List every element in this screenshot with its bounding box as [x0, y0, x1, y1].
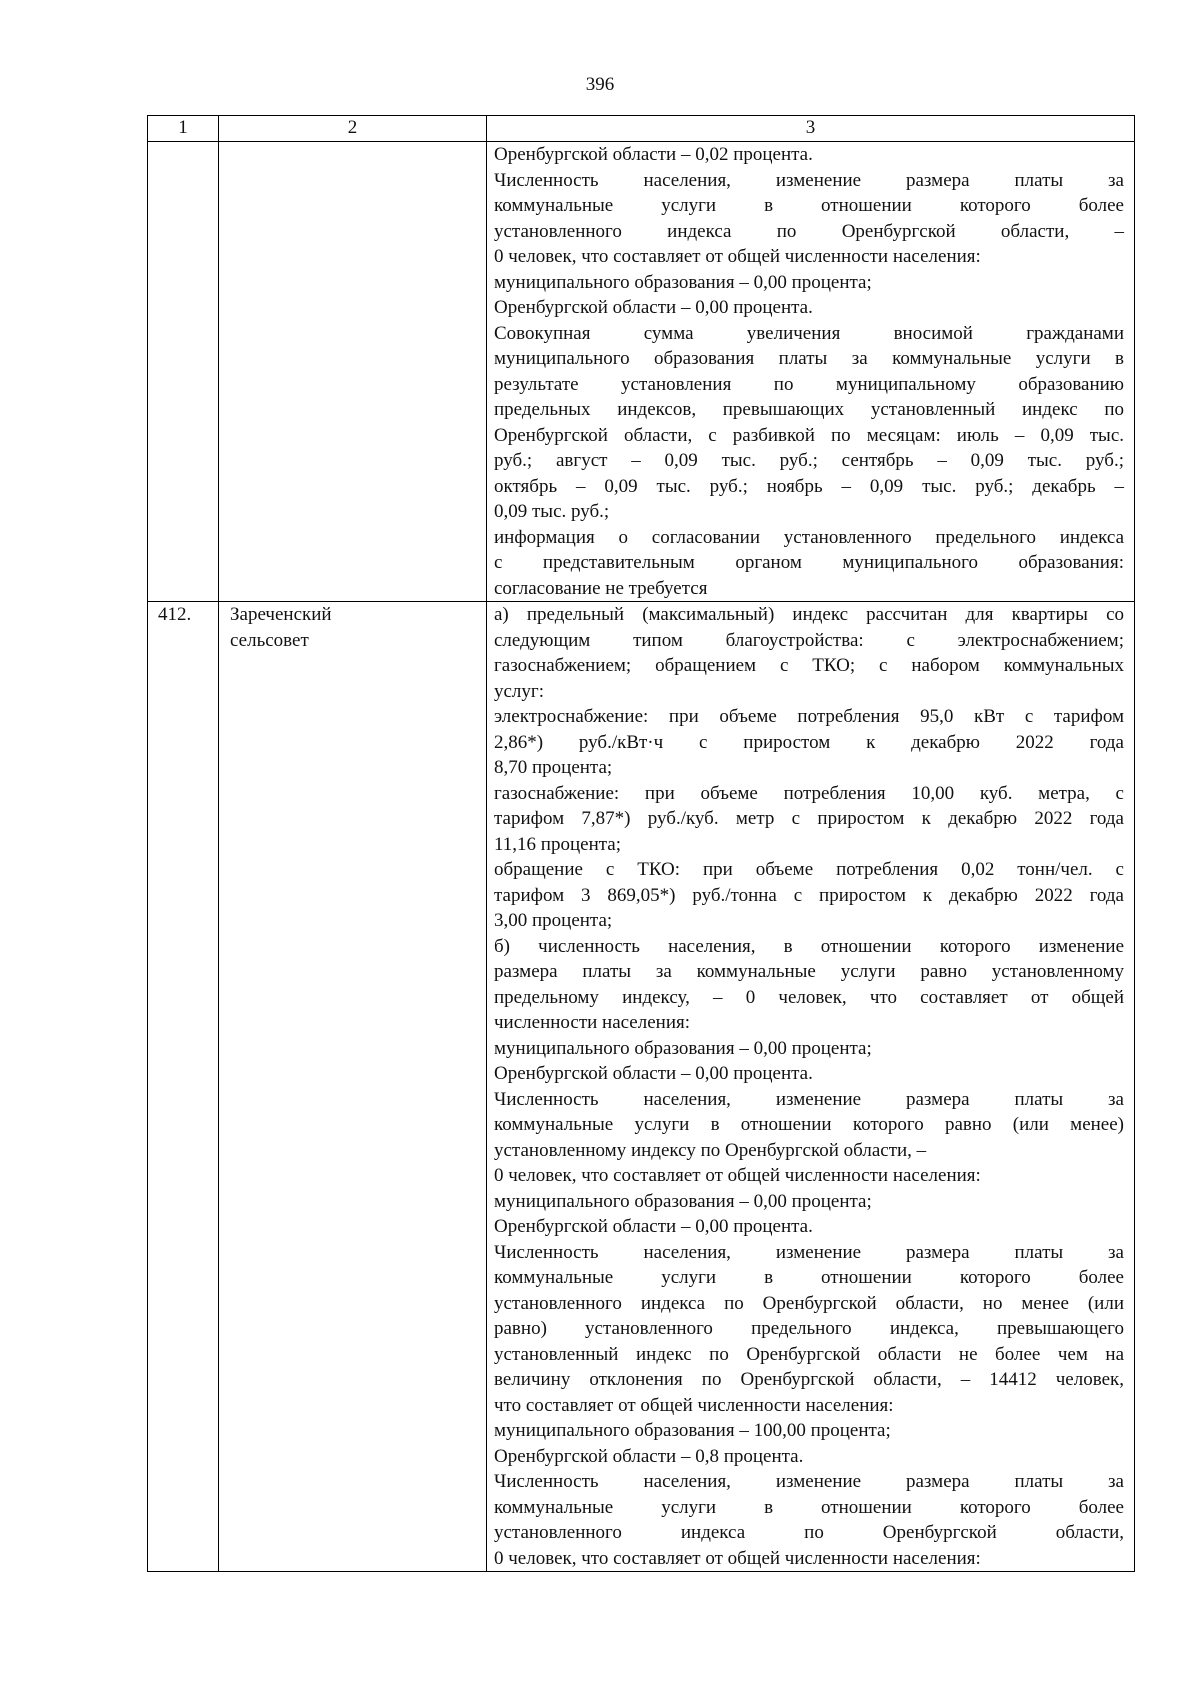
text-line: Численность населения, изменение размера платы за	[494, 1241, 1124, 1263]
municipality-name-line: сельсовет	[230, 629, 309, 651]
text-line: руб.; август – 0,09 тыс. руб.; сентябрь – 0,09 тыс. руб.;	[494, 450, 1124, 471]
text-line: Оренбургской области – 0,02 процента.	[494, 144, 813, 165]
text-line: обращение с ТКО: при объеме потребления 0,02 тонн/чел. с	[494, 859, 1124, 880]
text-line: Оренбургской области, с разбивкой по месяцам: июль – 0,09 тыс.	[494, 424, 1124, 446]
text-line: Оренбургской области – 0,00 процента.	[494, 1216, 813, 1237]
text-line: Оренбургской области – 0,00 процента.	[494, 1063, 813, 1084]
text-line: услуг:	[494, 680, 544, 702]
row-municipality-name	[219, 602, 487, 1572]
text-line: 0,09 тыс. руб.;	[494, 501, 610, 522]
text-line: 0 человек, что составляет от общей численности населения:	[494, 1165, 981, 1186]
municipality-name-line: Зареченский	[230, 604, 332, 625]
text-line: 0 человек, что составляет от общей численности населения:	[494, 1547, 981, 1569]
text-line: предельному индексу, – 0 человек, что составляет от общей	[494, 986, 1124, 1008]
text-line: что составляет от общей численности населения:	[494, 1394, 894, 1416]
row-number: 412.	[148, 602, 219, 1572]
text-line: тарифом 7,87*) руб./куб. метр с приростом к декабрю 2022 года	[494, 808, 1124, 829]
text-line: газоснабжением; обращением с ТКО; с набором коммунальных	[494, 655, 1124, 676]
text-line: информация о согласовании установленного предельного индекса	[494, 526, 1124, 548]
table-row	[148, 602, 1135, 1572]
text-line: Численность населения, изменение размера платы за	[494, 1471, 1124, 1492]
text-line: б) численность населения, в отношении которого изменение	[494, 935, 1124, 957]
text-line: установленный индекс по Оренбургской области не более чем на	[494, 1343, 1124, 1365]
text-line: величину отклонения по Оренбургской области, – 14412 человек,	[494, 1369, 1124, 1390]
text-line: установленному индексу по Оренбургской области, –	[494, 1139, 927, 1161]
text-line: муниципального образования – 0,00 процента;	[494, 1190, 872, 1212]
row-description	[487, 602, 1135, 1572]
text-line: Совокупная сумма увеличения вносимой гражданами	[494, 322, 1124, 344]
text-line: муниципального образования – 0,00 процента;	[494, 1037, 872, 1059]
text-line: 8,70 процента;	[494, 757, 613, 778]
text-line: установленного индекса по Оренбургской области, но менее (или	[494, 1292, 1124, 1314]
document-table	[147, 115, 1135, 1572]
row-municipality-name	[219, 142, 487, 602]
text-line: предельных индексов, превышающих установленный индекс по	[494, 399, 1124, 420]
text-line: численности населения:	[494, 1012, 691, 1033]
text-line: 0 человек, что составляет от общей численности населения:	[494, 246, 981, 267]
text-line: с представительным органом муниципального образования:	[494, 552, 1124, 573]
text-line: тарифом 3 869,05*) руб./тонна с приростом к декабрю 2022 года	[494, 884, 1124, 906]
text-line: согласование не требуется	[494, 577, 708, 599]
text-line: равно) установленного предельного индекса, превышающего	[494, 1318, 1124, 1339]
table-header-row	[148, 116, 1135, 142]
row-description	[487, 142, 1135, 602]
table-row	[148, 142, 1135, 602]
text-line: октябрь – 0,09 тыс. руб.; ноябрь – 0,09 тыс. руб.; декабрь –	[494, 475, 1124, 497]
header-cell-1: 1	[148, 116, 219, 142]
text-line: коммунальные услуги в отношении которого более	[494, 195, 1124, 216]
text-line: Оренбургской области – 0,00 процента.	[494, 297, 813, 318]
text-line: результате установления по муниципальному образованию	[494, 373, 1124, 395]
text-line: электроснабжение: при объеме потребления 95,0 кВт с тарифом	[494, 706, 1124, 727]
text-line: коммунальные услуги в отношении которого более	[494, 1267, 1124, 1288]
text-line: муниципального образования – 100,00 процента;	[494, 1420, 891, 1441]
row-number	[148, 142, 219, 602]
text-line: коммунальные услуги в отношении которого более	[494, 1496, 1124, 1518]
text-line: газоснабжение: при объеме потребления 10,00 куб. метра, с	[494, 782, 1124, 804]
text-line: 11,16 процента;	[494, 833, 621, 855]
text-line: а) предельный (максимальный) индекс рассчитан для квартиры со	[494, 604, 1124, 625]
text-line: коммунальные услуги в отношении которого равно (или менее)	[494, 1114, 1124, 1135]
page-number: 396	[585, 74, 615, 95]
text-line: Численность населения, изменение размера платы за	[494, 169, 1124, 191]
header-cell-2: 2	[219, 116, 487, 142]
text-line: 2,86*) руб./кВт·ч с приростом к декабрю 2022 года	[494, 731, 1124, 753]
text-line: Оренбургской области – 0,8 процента.	[494, 1445, 804, 1467]
text-line: размера платы за коммунальные услуги равно установленному	[494, 961, 1124, 982]
text-line: муниципального образования – 0,00 процента;	[494, 271, 872, 293]
text-line: установленного индекса по Оренбургской области,	[494, 1522, 1124, 1543]
text-line: муниципального образования платы за коммунальные услуги в	[494, 348, 1124, 369]
text-line: следующим типом благоустройства: с электроснабжением;	[494, 629, 1124, 651]
text-line: Численность населения, изменение размера платы за	[494, 1088, 1124, 1110]
text-line: 3,00 процента;	[494, 910, 613, 931]
header-cell-3: 3	[487, 116, 1135, 142]
text-line: установленного индекса по Оренбургской области, –	[494, 220, 1124, 242]
